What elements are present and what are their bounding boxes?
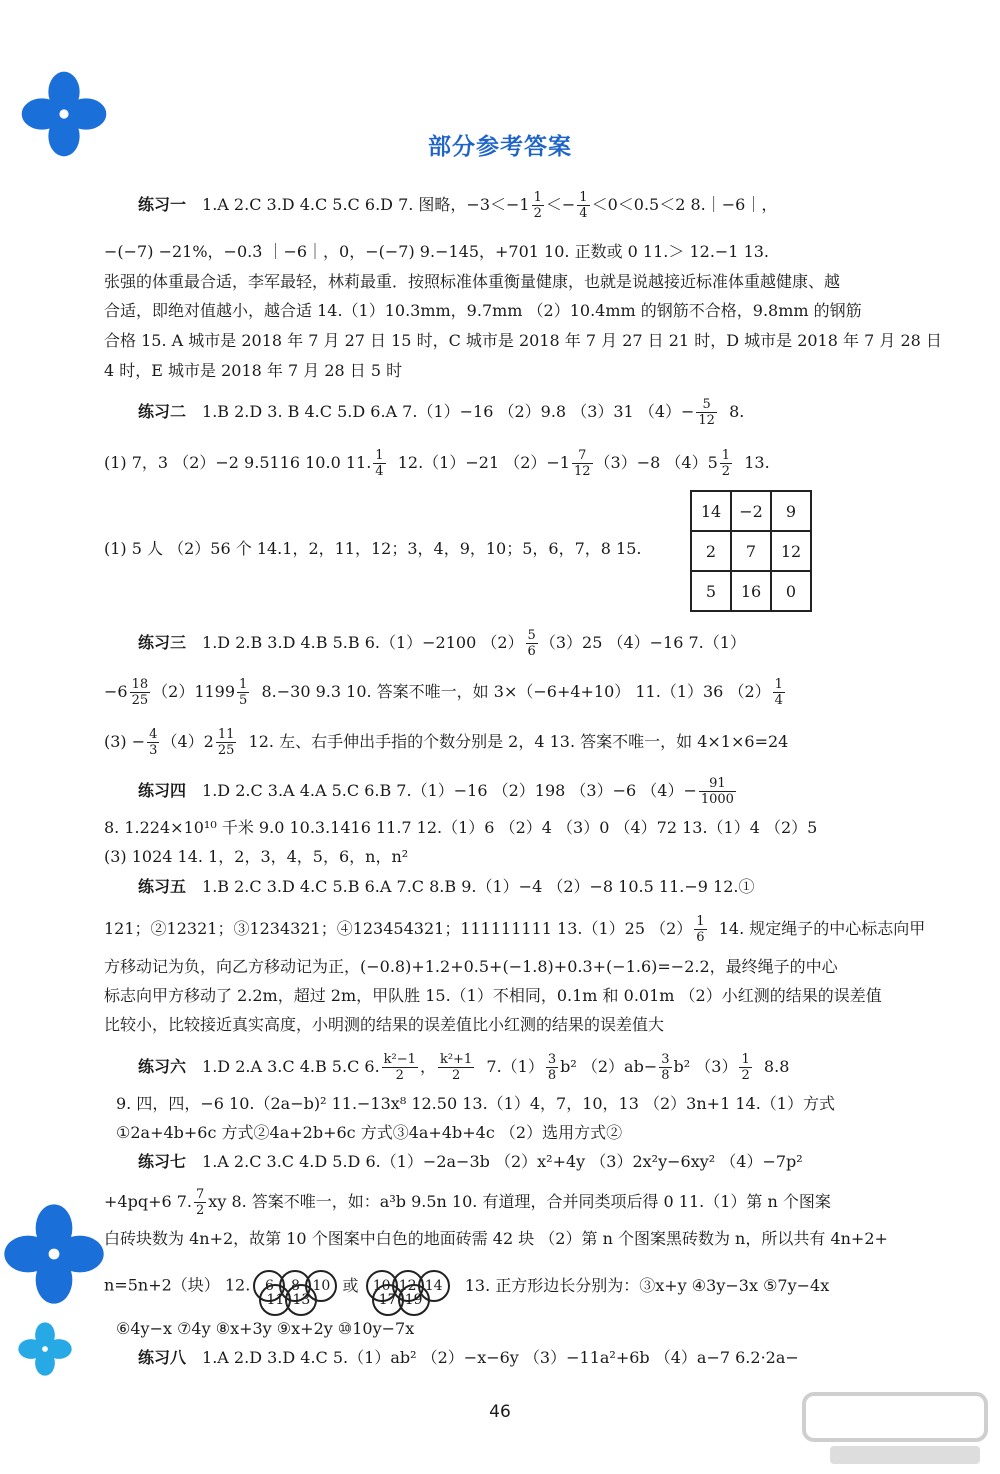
answer-line: 标志向甲方移动了 2.2m，超过 2m，甲队胜 15.（1）不相同，0.1m 和 0.01m （2）小红测的结果的误差值 [104,986,882,1005]
fraction: $\frac{5}{6}$ [527,628,536,659]
circle-pattern [259,1270,331,1308]
exercise-label: 练习二 [138,402,187,421]
magic-square: 14 −2 9 2 7 12 5 16 0 [690,490,812,612]
circle-number: 13 [285,1284,317,1316]
fraction: $\frac{7}{12}$ [573,448,591,479]
answer-line: (3) 1024 14. 1，2，3，4，5，6，n，n² [104,847,409,866]
circle-number: 12 [392,1270,424,1302]
page-title: 部分参考答案 [428,134,572,160]
answer-line: 练习三 1.D 2.B 3.D 4.B 5.B 6.（1）−2100 （2） $\frac{5}{6}$ （3）25 （4）−16 7.（1） [138,628,746,659]
answer-line: n=5n+2（块） 12. 6 8 1011 13 或 10 12 1417 19 13. 正方形边长分别为：③x+y ④3y−3x ⑤7y−4x [104,1270,829,1302]
fraction: $\frac{3}{8}$ [547,1052,557,1083]
fraction: $\frac{1}{6}$ [696,914,705,945]
fraction: $\frac{1}{2}$ [741,1052,750,1083]
answer-line: 方移动记为负，向乙方移动记为正，(−0.8)+1.2+0.5+(−1.8)+0.3+(−1.6)=−2.2，最终绳子的中心 [104,957,838,976]
circle-number: 10 [305,1270,337,1302]
fraction: $\frac{1}{4}$ [375,448,384,479]
answer-line: 张强的体重最合适，李军最轻，林莉最重．按照标准体重衡量健康，也就是说越接近标准体重越健康、越 [104,272,841,291]
fraction: $\frac{91}{1000}$ [700,776,734,807]
fraction: $\frac{1}{2}$ [533,190,542,221]
circle-pattern [372,1270,443,1308]
watermark-logo [800,1390,990,1470]
answer-line: 练习一 1.A 2.C 3.D 4.C 5.C 6.D 7. 图略，−3＜−1 $\frac{1}{2}$ ＜− $\frac{1}{4}$ ＜0＜0.5＜2 8.｜−6｜， [138,190,778,221]
fraction: $\frac{\text{k²+1}}{2}$ [439,1052,473,1083]
answer-line: 练习五 1.B 2.C 3.D 4.C 5.B 6.A 7.C 8.B 9.（1）−4 （2）−8 10.5 11.−9 12.① [138,877,755,896]
answer-line: (3) − $\frac{4}{3}$ （4）2 $\frac{11}{25}$ 12. 左、右手伸出手指的个数分别是 2，4 13. 答案不唯一，如 4×1×6=24 [104,727,789,758]
circle-number: 10 [366,1270,398,1302]
fraction: $\frac{5}{12}$ [698,397,715,428]
fraction: $\frac{1}{4}$ [774,677,783,708]
exercise-label: 练习四 [138,781,187,800]
answer-line: (1) 7，3 （2）−2 9.5116 10.0 11. $\frac{1}{4}$ 12.（1）−21 （2）−1 $\frac{7}{12}$ （3）−8 （4）5 $\frac{1}{2}$ 13. [104,448,770,479]
answer-line: ①2a+4b+6c 方式②4a+2b+6c 方式③4a+4b+4c （2）选用方式② [116,1123,623,1142]
answer-line: 121；②12321；③1234321；④123454321；111111111 13.（1）25 （2） $\frac{1}{6}$ 14. 规定绳子的中心标志向甲 [104,914,926,945]
circle-number: 17 [372,1284,404,1316]
clover-icon [16,1320,74,1378]
fraction: $\frac{1}{5}$ [239,677,248,708]
answer-line: −(−7) −21%，−0.3̇ ｜−6｜，0，−(−7) 9.−145，+701 10. 正数或 0 11.＞ 12.−1 13. [104,242,770,261]
answer-line: 合适，即绝对值越小，越合适 14.（1）10.3mm，9.7mm （2）10.4mm 的钢筋不合格，9.8mm 的钢筋 [104,301,862,320]
exercise-label: 练习三 [138,633,187,652]
clover-icon [0,1200,108,1308]
exercise-label: 练习七 [138,1152,187,1171]
answer-line: +4pq+6 7. $\frac{7}{2}$ xy 8. 答案不唯一，如：a³b 9.5n 10. 有道理，合并同类项后得 0 11.（1）第 n 个图案 [104,1187,831,1218]
fraction: $\frac{\text{k²−1}}{2}$ [383,1052,416,1083]
fraction: $\frac{18}{25}$ [131,677,149,708]
circle-number: 11 [259,1284,291,1316]
answer-line: 练习四 1.D 2.C 3.A 4.A 5.C 6.B 7.（1）−16 （2）198 （3）−6 （4）− $\frac{91}{1000}$ [138,776,734,807]
answer-line: 练习七 1.A 2.C 3.C 4.D 5.D 6.（1）−2a−3b （2）x²+4y （3）2x²y−6xy² （4）−7p² [138,1152,803,1171]
exercise-label: 练习一 [138,195,187,214]
fraction: $\frac{1}{4}$ [579,190,588,221]
fraction: $\frac{11}{25}$ [217,727,235,758]
answer-line: 8. 1.224×10¹⁰ 千米 9.0 10.3.1416 11.7 12.（1）6 （2）4 （3）0 （4）72 13.（1）4 （2）5 [104,818,818,837]
circle-number: 19 [398,1284,430,1316]
fraction: $\frac{3}{8}$ [661,1052,670,1083]
circle-number: 6 [253,1270,285,1302]
answer-line: 9. 四，四，−6 10.（2a−b)² 11.−13x⁸ 12.50 13.（1）4，7，10，13 （2）3n+1 14.（1）方式 [116,1094,835,1113]
exercise-label: 练习八 [138,1348,187,1367]
fraction: $\frac{7}{2}$ [196,1187,205,1218]
answer-line: −6 $\frac{18}{25}$ （2）1199 $\frac{1}{5}$ 8.−30 9.3 10. 答案不唯一，如 3×（−6+4+10） 11.（1）36 （2） $\frac{1}{4}$ [104,677,783,708]
circle-number: 14 [418,1270,450,1302]
page-number: 46 [489,1402,511,1422]
answer-line: 练习八 1.A 2.D 3.D 4.C 5.（1）ab² （2）−x−6y （3）−11a²+6b （4）a−7 6.2·2a− [138,1348,799,1367]
answer-line: 练习六 1.D 2.A 3.C 4.B 5.C 6. $\frac{\text{k²−1}}{2}$ ， $\frac{\text{k²+1}}{2}$ 7.（1） $\frac{3}{8}$ b² （2）ab− $\frac{3}{8}$ b² （3） $\frac{1}{2}$ 8.8 [138,1052,790,1083]
exercise-label: 练习五 [138,877,187,896]
answer-line: 比较小，比较接近真实高度，小明测的结果的误差值比小红测的结果的误差值大 [104,1015,665,1034]
fraction: $\frac{1}{2}$ [721,448,731,479]
answer-line: 4 时，E 城市是 2018 年 7 月 28 日 5 时 [104,361,403,380]
answer-line: ⑥4y−x ⑦4y ⑧x+3y ⑨x+2y ⑩10y−7x [116,1319,415,1338]
answer-line: (1) 5 人 （2）56 个 14.1，2，11，12；3，4，9，10；5，6，7，8 15. [104,539,642,558]
circle-number: 8 [279,1270,311,1302]
answer-line: 白砖块数为 4n+2，故第 10 个图案中白色的地面砖需 42 块 （2）第 n 个图案黑砖数为 n，所以共有 4n+2+ [104,1229,888,1248]
exercise-label: 练习六 [138,1057,187,1076]
fraction: $\frac{4}{3}$ [149,727,158,758]
answer-line: 合格 15. A 城市是 2018 年 7 月 27 日 15 时，C 城市是 2018 年 7 月 27 日 21 时，D 城市是 2018 年 7 月 28 日 [104,331,942,350]
answer-line: 练习二 1.B 2.D 3. B 4.C 5.D 6.A 7.（1）−16 （2）9.8 （3）31 （4）− $\frac{5}{12}$ 8. [138,397,745,428]
